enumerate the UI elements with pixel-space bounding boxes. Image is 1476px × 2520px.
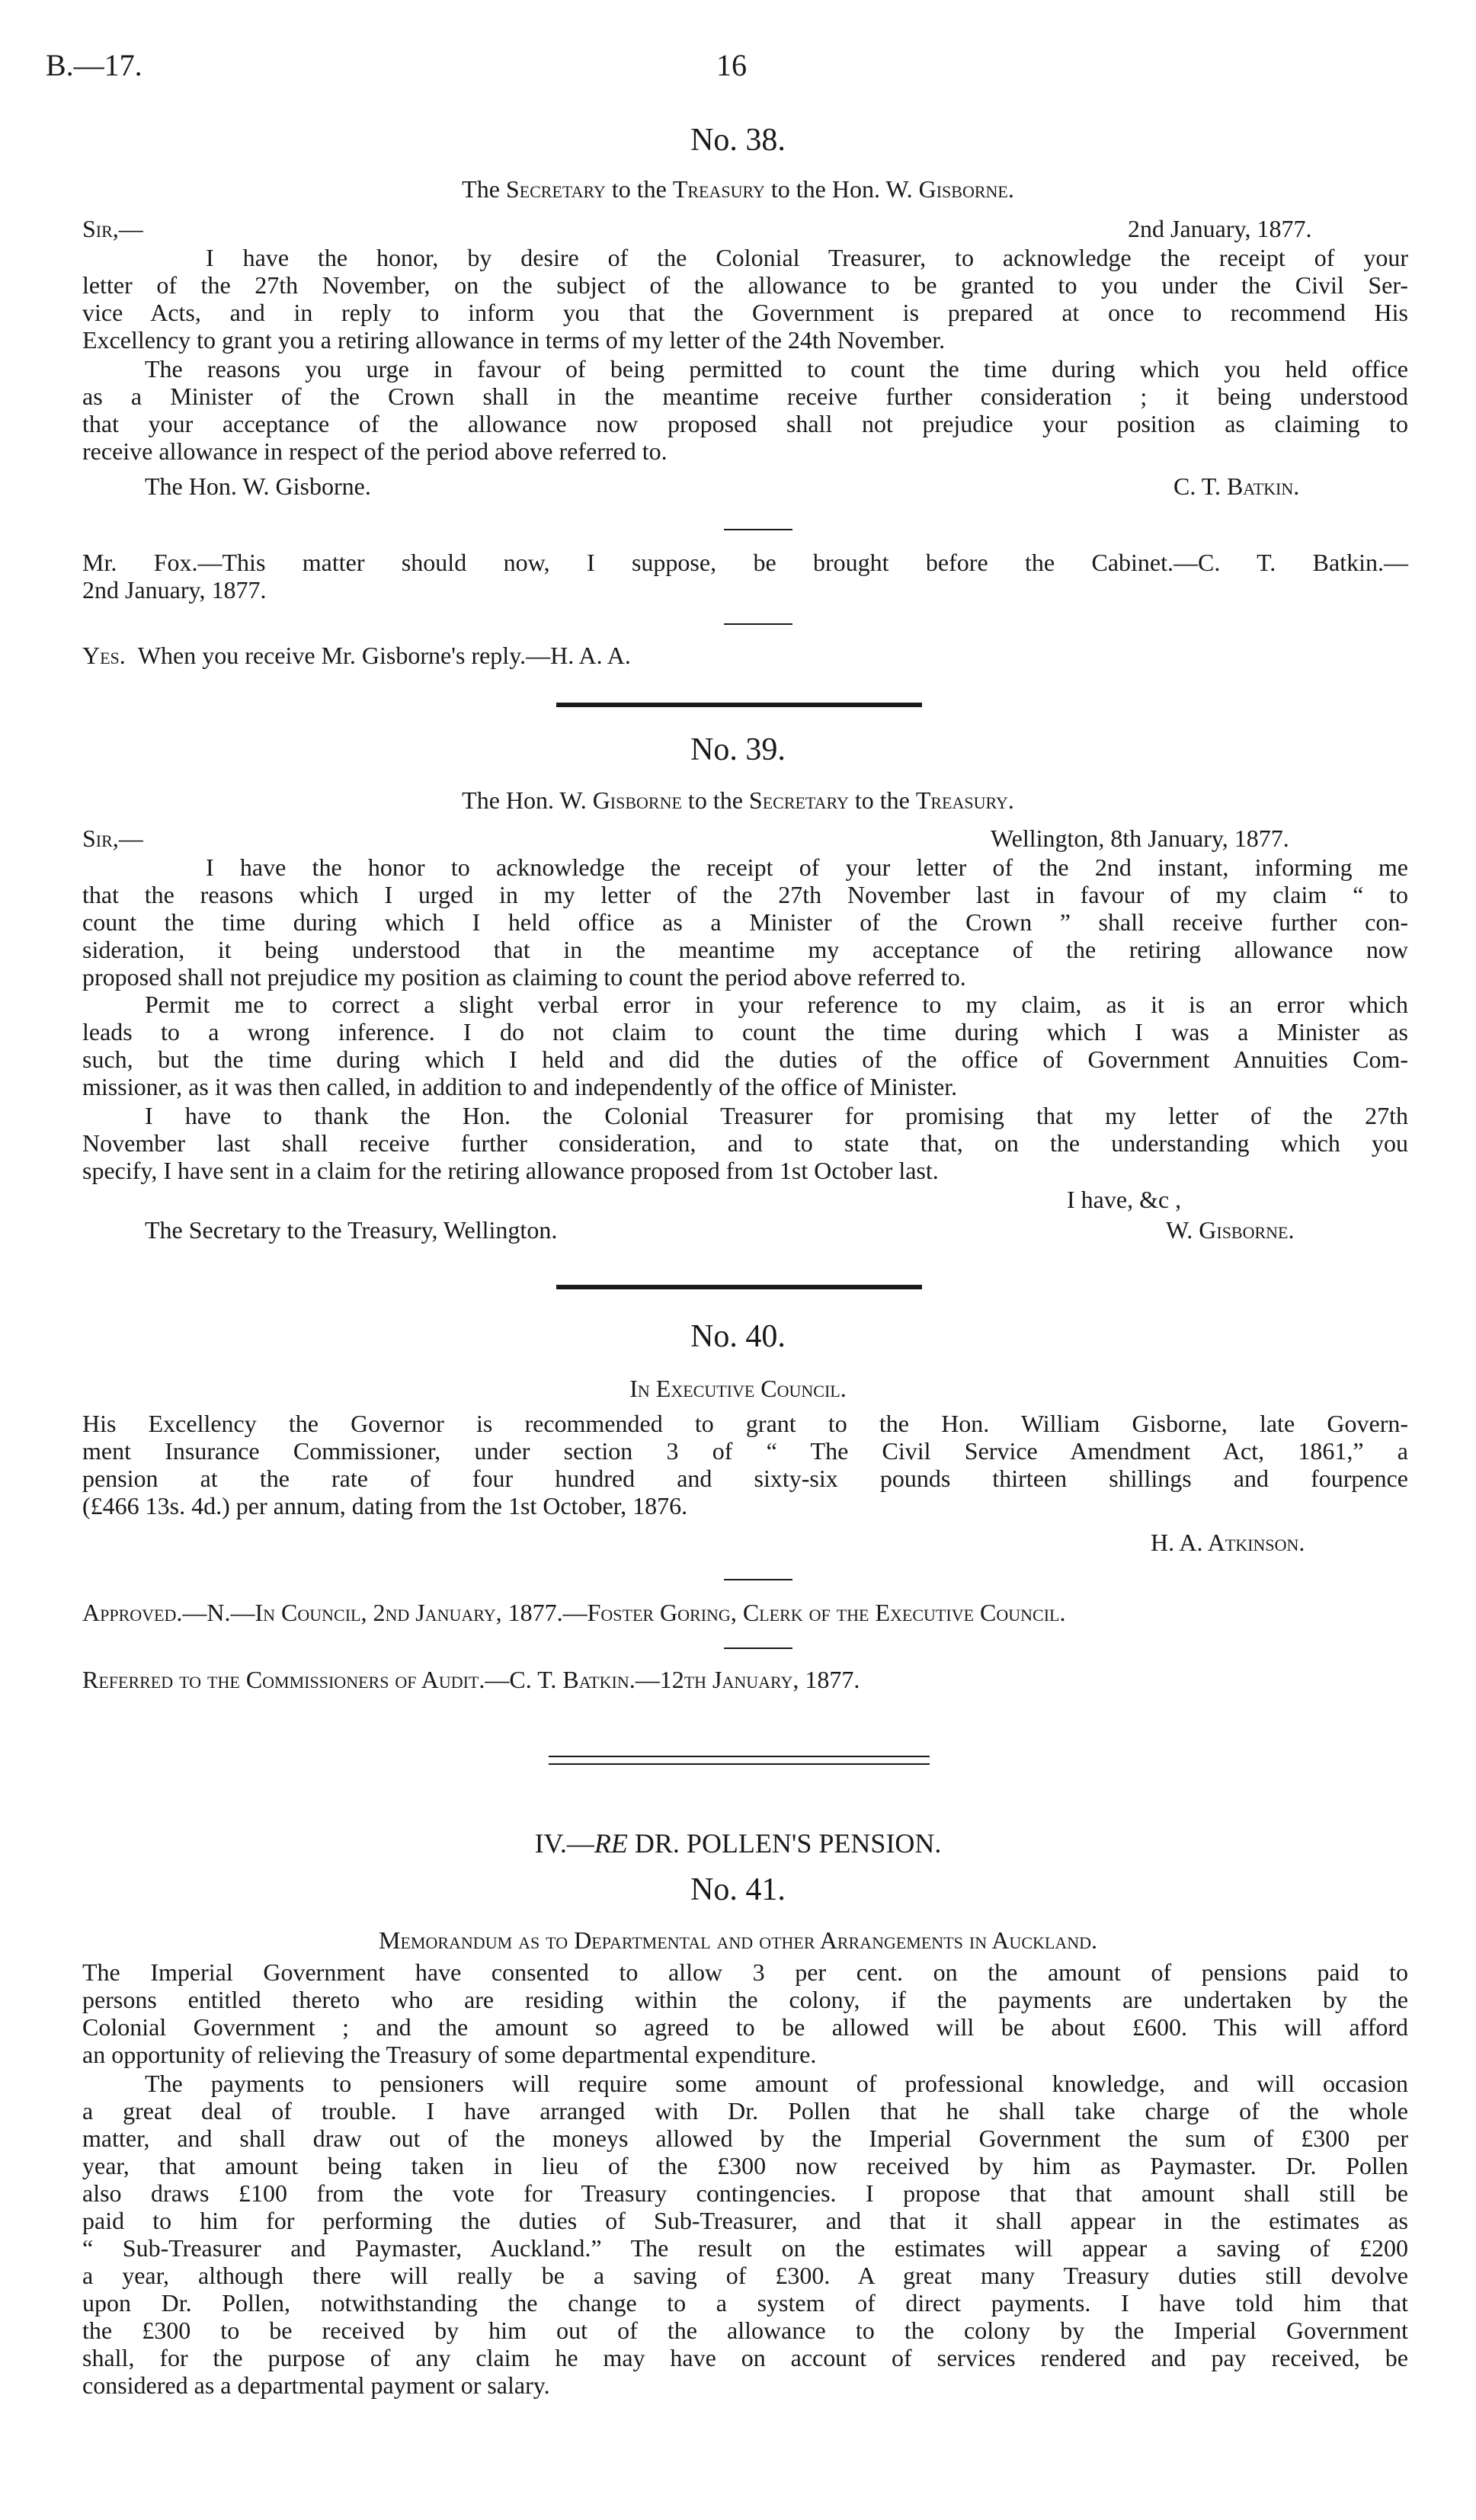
- letter-38-line: Excellency to grant you a retiring allowance in terms of my letter of the 24th November.: [82, 326, 946, 354]
- section-divider: [556, 1285, 922, 1289]
- minute-line: Mr. Fox.—This matter should now, I suppose, be brought before the Cabinet.—C. T. Batkin.—: [82, 549, 1408, 576]
- memo-line: Colonial Government ; and the amount so agreed to be allowed will be about £600. This will afford: [82, 2013, 1408, 2041]
- letter-38-caption: The Secretary to the Treasury to the Hon. W. Gisborne.: [462, 175, 1014, 203]
- minute-number-40: No. 40.: [690, 1319, 786, 1354]
- memo-line: an opportunity of relieving the Treasury of some departmental expenditure.: [82, 2041, 817, 2068]
- letter-38-line: I have the honor, by desire of the Colonial Treasurer, to acknowledge the receipt of your: [206, 244, 1408, 271]
- letter-39-caption: The Hon. W. Gisborne to the Secretary to the Treasury.: [462, 786, 1014, 814]
- letter-38-line: as a Minister of the Crown shall in the meantime receive further consideration ; it being understood: [82, 383, 1408, 410]
- memo-line: also draws £100 from the vote for Treasury contingencies. I propose that that amount shall still be: [82, 2179, 1408, 2207]
- letter-38-line: that your acceptance of the allowance now proposed shall not prejudice your position as claiming to: [82, 410, 1408, 437]
- letter-39-addressee: The Secretary to the Treasury, Wellington.: [145, 1216, 558, 1244]
- council-line: (£466 13s. 4d.) per annum, dating from the 1st October, 1876.: [82, 1492, 688, 1519]
- council-signature: H. A. Atkinson.: [1151, 1529, 1305, 1556]
- letter-39-closing: I have, &c ,: [1067, 1186, 1182, 1213]
- document-reference: B.—17.: [46, 48, 142, 82]
- short-divider: [724, 1647, 792, 1649]
- section-divider: [556, 703, 922, 707]
- memo-line: a great deal of trouble. I have arranged with Dr. Pollen that he shall take charge of the whole: [82, 2097, 1408, 2125]
- referral-minute: Referred to the Commissioners of Audit.—C. T. Batkin.—12th January, 1877.: [82, 1666, 860, 1693]
- memo-number-41: No. 41.: [690, 1872, 786, 1907]
- short-divider: [724, 1579, 792, 1580]
- letter-39-signature: W. Gisborne.: [1166, 1216, 1295, 1244]
- memo-line: a year, although there will really be a saving of £300. A great many Treasury duties still devolve: [82, 2262, 1408, 2289]
- letter-39-date: Wellington, 8th January, 1877.: [991, 825, 1289, 852]
- memo-line: persons entitled thereto who are residing within the colony, if the payments are undertaken by the: [82, 1986, 1408, 2013]
- letter-39-line: I have the honor to acknowledge the receipt of your letter of the 2nd instant, informing me: [206, 853, 1408, 881]
- letter-39-line: I have to thank the Hon. the Colonial Treasurer for promising that my letter of the 27th: [145, 1102, 1408, 1129]
- short-divider: [724, 529, 792, 530]
- council-line: ment Insurance Commissioner, under section 3 of “ The Civil Service Amendment Act, 1861,” a: [82, 1437, 1408, 1465]
- letter-39-line: missioner, as it was then called, in addition to and independently of the office of Minister.: [82, 1073, 958, 1100]
- letter-38-salutation: Sir,—: [82, 215, 143, 242]
- letter-38-addressee: The Hon. W. Gisborne.: [145, 472, 371, 500]
- letter-39-line: sideration, it being understood that in the meantime my acceptance of the retiring allowance now: [82, 936, 1408, 963]
- letter-38-line: receive allowance in respect of the period above referred to.: [82, 437, 668, 465]
- memo-line: upon Dr. Pollen, notwithstanding the change to a system of direct payments. I have told him that: [82, 2289, 1408, 2317]
- memo-line: “ Sub-Treasurer and Paymaster, Auckland.” The result on the estimates will appear a saving of £200: [82, 2234, 1408, 2262]
- page-number: 16: [716, 48, 747, 82]
- part-iv-heading: IV.—RE DR. POLLEN'S PENSION.: [534, 1828, 942, 1859]
- approval-minute: Approved.—N.—In Council, 2nd January, 1877.—Foster Goring, Clerk of the Executive Council.: [82, 1599, 1066, 1626]
- memorandum-caption: Memorandum as to Departmental and other Arrangements in Auckland.: [379, 1926, 1097, 1954]
- memo-line: paid to him for performing the duties of Sub-Treasurer, and that it shall appear in the estimates as: [82, 2207, 1408, 2234]
- double-divider: [549, 1763, 930, 1765]
- memo-line: the £300 to be received by him out of the allowance to the colony by the Imperial Government: [82, 2317, 1408, 2344]
- letter-39-line: that the reasons which I urged in my letter of the 27th November last in favour of my claim “ to: [82, 881, 1408, 908]
- short-divider: [724, 623, 792, 625]
- minute-line: 2nd January, 1877.: [82, 576, 267, 604]
- executive-council-caption: In Executive Council.: [629, 1375, 847, 1402]
- memo-line: year, that amount being taken in lieu of the £300 now received by him as Paymaster. Dr. Pollen: [82, 2152, 1408, 2179]
- letter-38-line: letter of the 27th November, on the subject of the allowance to be granted to you under the Civil Ser-: [82, 271, 1408, 299]
- council-line: His Excellency the Governor is recommended to grant to the Hon. William Gisborne, late Govern-: [82, 1410, 1408, 1437]
- letter-39-line: proposed shall not prejudice my position as claiming to count the period above referred to.: [82, 963, 966, 991]
- letter-38-signature: C. T. Batkin.: [1173, 472, 1300, 500]
- double-divider: [549, 1756, 930, 1757]
- letter-39-line: November last shall receive further consideration, and to state that, on the understanding which you: [82, 1129, 1408, 1157]
- memo-line: shall, for the purpose of any claim he may have on account of services rendered and pay received, be: [82, 2344, 1408, 2371]
- memo-line: The payments to pensioners will require some amount of professional knowledge, and will occasion: [145, 2070, 1408, 2097]
- letter-39-line: leads to a wrong inference. I do not claim to count the time during which I was a Minister as: [82, 1018, 1408, 1045]
- letter-38-date: 2nd January, 1877.: [1128, 215, 1312, 242]
- letter-39-line: count the time during which I held office as a Minister of the Crown ” shall receive further con-: [82, 908, 1408, 936]
- memo-line: considered as a departmental payment or salary.: [82, 2371, 550, 2399]
- letter-39-salutation: Sir,—: [82, 825, 143, 852]
- letter-number-38: No. 38.: [690, 123, 786, 158]
- letter-number-39: No. 39.: [690, 732, 786, 767]
- letter-39-line: Permit me to correct a slight verbal error in your reference to my claim, as it is an error which: [145, 991, 1408, 1018]
- letter-38-line: vice Acts, and in reply to inform you that the Government is prepared at once to recommend His: [82, 299, 1408, 326]
- council-line: pension at the rate of four hundred and sixty-six pounds thirteen shillings and fourpence: [82, 1465, 1408, 1492]
- letter-38-line: The reasons you urge in favour of being permitted to count the time during which you held office: [145, 355, 1408, 383]
- letter-39-line: such, but the time during which I held and did the duties of the office of Government Annuities Com-: [82, 1045, 1408, 1073]
- letter-39-line: specify, I have sent in a claim for the retiring allowance proposed from 1st October last.: [82, 1157, 939, 1184]
- minute-reply: Yes. When you receive Mr. Gisborne's reply.—H. A. A.: [82, 642, 631, 669]
- memo-line: matter, and shall draw out of the moneys allowed by the Imperial Government the sum of £300 per: [82, 2125, 1408, 2152]
- memo-line: The Imperial Government have consented to allow 3 per cent. on the amount of pensions paid to: [82, 1958, 1408, 1986]
